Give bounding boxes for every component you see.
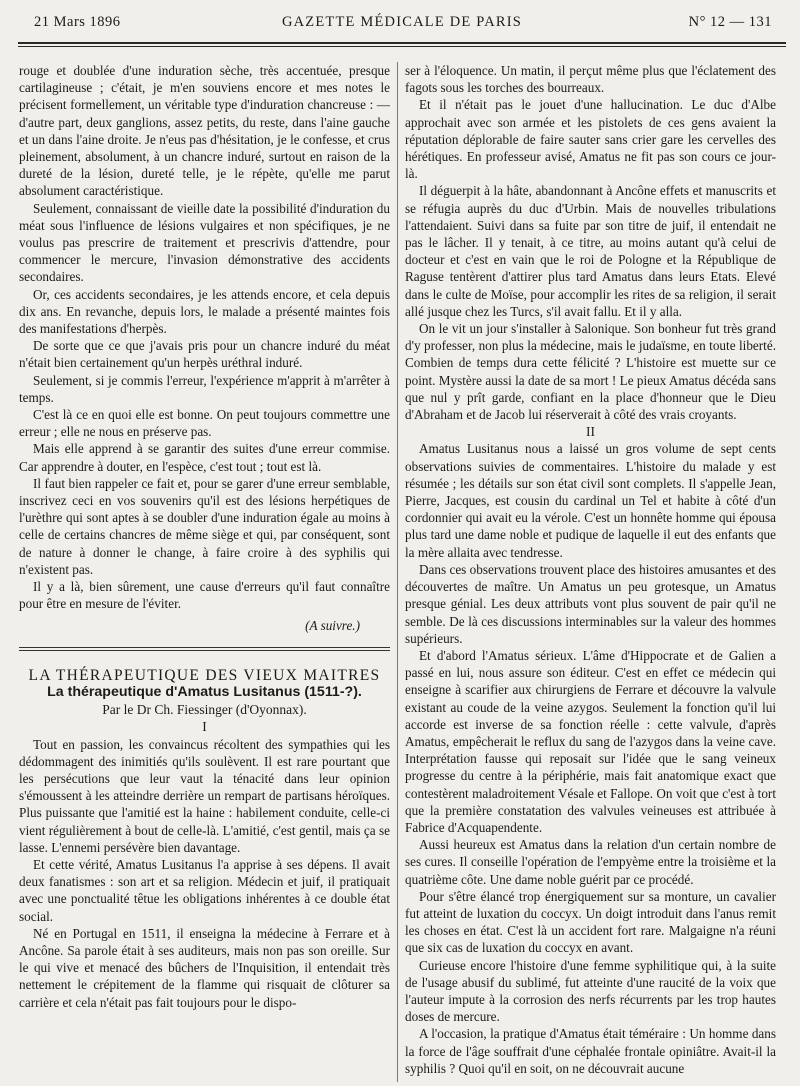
article-byline: Par le Dr Ch. Fiessinger (d'Oyonnax).	[102, 702, 307, 718]
column-rule	[397, 62, 398, 1082]
running-head	[18, 14, 786, 36]
paragraph: C'est là ce en quoi elle est bonne. On peut toujours commettre une erreur ; elle ne nous en préserve pas.	[19, 407, 390, 440]
paragraph: Il déguerpit à la hâte, abandonnant à Ancône effets et manuscrits et se réfugia auprès du duc d'Urbin. Mais de nouvelles tribulations l'attendaient. Suivi dans sa fuite par son titre de juif, il entendait ne pas le lâcher. Il y tenait, à ce titre, au moins autant qu'à celui de docteur et c'est en vain que le roi de Pologne et la République de Raguse tentèrent d'attirer plus tard Amatus dans leurs Etats. Elevé dans le culte de Moïse, pour accomplir les rites de sa religion, il serait allé jusque chez les Turcs, s'il avait fallu. Et il y alla.	[405, 183, 776, 319]
paragraph: On le vit un jour s'installer à Salonique. Son bonheur fut très grand d'y professer, non plus la médecine, mais le judaïsme, en toute liberté. Combien de temps dura cette félicité ? L'histoire est muette sur ce point. Mystère aussi la date de sa mort ! Le pieux Amatus décéda sans que nul y prît garde, confiant en la place d'honneur que le Dieu d'Abraham et de Jacob lui réserverait à côté des vrais croyants.	[405, 321, 776, 423]
header-date: 21 Mars 1896	[34, 14, 121, 30]
paragraph: ser à l'éloquence. Un matin, il perçut même plus que l'éclatement des fagots sous les torches des bourreaux.	[405, 63, 776, 96]
paragraph: A l'occasion, la pratique d'Amatus était téméraire : Un homme dans la force de l'âge souffrait d'une céphalée frontale opiniâtre. Avait-il la syphilis ? Quoi qu'il en soit, on ne découvrait aucune	[405, 1026, 776, 1076]
header-rule	[18, 42, 786, 47]
paragraph: Seulement, si je commis l'erreur, l'expérience m'apprit à m'arrêter à temps.	[19, 372, 390, 405]
paragraph: Et il n'était pas le jouet d'une hallucination. Le duc d'Albe approchait avec son armée et les pistolets de ces gens avaient la réputation déplorable de faire sauter sans crier gare les cervelles des hérétiques. En professeur avisé, Amatus ne fit pas son cours ce jour-là.	[405, 97, 776, 182]
part-number: I	[202, 719, 207, 735]
header-page-number: N° 12 — 131	[688, 14, 772, 30]
section-title: LA THÉRAPEUTIQUE DES VIEUX MAITRES	[28, 666, 381, 684]
paragraph: Et cette vérité, Amatus Lusitanus l'a apprise à ses dépens. Il avait deux fanatismes : son art et sa religion. Médecin et juif, il pratiquait avec une ponctualité têtue les obligations inhérentes à ce double état social.	[19, 856, 390, 924]
paragraph: Pour s'être élancé trop énergiquement sur sa monture, un cavalier fut atteint de luxation du coccyx. Un doigt introduit dans l'anus remit les choses en état. C'est là un accident fort rare. Malgaigne n'a réuni que six cas de luxation du coccyx en avant.	[405, 888, 776, 956]
paragraph: Seulement, connaissant de vieille date la possibilité d'induration du méat sous l'influence de lésions vulgaires et non spécifiques, je ne voulus pas prescrire de traitement et prescrivis d'attendre, pour commencer le mercure, l'invasion démonstrative des accidents secondaires.	[19, 200, 390, 285]
left-column	[19, 62, 390, 1011]
paragraph: Tout en passion, les convaincus récoltent des sympathies qui les dédommagent des inimitiés qu'ils soulèvent. Il est rare pourtant que les persécutions que leur vaut la ténacité dans leur opinion s'émoussent à les atteindre derrière un rempart de partisans héroïques. Plus puissante que l'amitié est la haine : habilement conduite, celle-ci vient régulièrement à bout de celle-là. L'amitié, c'est gentil, mais ça se lasse. L'ennemi persévère bien davantage.	[19, 736, 390, 855]
paragraph: Et d'abord l'Amatus sérieux. L'âme d'Hippocrate et de Galien a passé en lui, nous assure son éditeur. C'est en effet ce médecin qui enseigne à scarifier aux chirurgiens de Ferrare et découvre la valvule existant au coude de la veine azygos. Seulement la fonction qu'il lui accorde est inverse de sa fonction réelle : cette valvule, d'après Amatus, empêcherait le reflux du sang de l'azygos dans la veine cave. Interprétation fausse qui reposait sur l'idée que le sang veineux progresse du centre à la périphérie, mais fait anatomique exact que contestèrent maladroitement Vésale et Fallope. On voit que c'est à tort que la première constatation des valvules veineuses est attribuée à Fabrice d'Acquapendente.	[405, 647, 776, 835]
header-title: GAZETTE MÉDICALE DE PARIS	[281, 14, 523, 30]
to-be-continued: (A suivre.)	[305, 617, 360, 633]
paragraph: Mais elle apprend à se garantir des suites d'une erreur commise. Car apprendre à douter, en l'espèce, c'est tout ; tout est là.	[19, 441, 390, 474]
part-number: II	[586, 424, 595, 440]
paragraph: De sorte que ce que j'avais pris pour un chancre induré du méat n'était bien certainement qu'un herpès uréthral induré.	[19, 338, 390, 371]
paragraph: Né en Portugal en 1511, il enseigna la médecine à Ferrare et à Ancône. Sa parole était à ses auditeurs, mais non pas son oreille. Sur le qui vive et menacé des bûchers de l'Inquisition, il entendait très nettement le crépitement de la flamme qui risquait de clôturer sa carrière et cela n'était pas fait toujours pour le dispo-	[19, 925, 390, 1010]
section-divider	[19, 647, 390, 651]
paragraph: Il faut bien rappeler ce fait et, pour se garer d'une erreur semblable, inscrivez ceci en vos souvenirs qu'il est des lésions herpétiques de l'urèthre qui sont aptes à se doubler d'une induration égale au moins à celle de certains chancres de même siège et qui, par conséquent, sont de nature à donner le change, à faire croire à des syphilis qui n'existent pas.	[19, 475, 390, 577]
article-title: La thérapeutique d'Amatus Lusitanus (1511-?).	[47, 683, 362, 700]
paragraph: Aussi heureux est Amatus dans la relation d'un certain nombre de ses cures. Il conseille l'opération de l'empyème entre la troisième et la quatrième côte. Une dame noble guérit par ce procédé.	[405, 837, 776, 887]
paragraph: Amatus Lusitanus nous a laissé un gros volume de sept cents observations suivies de commentaires. L'histoire du malade y est résumée ; les détails sur son état civil sont complets. Il s'appelle Jean, Pierre, Jacques, est cousin du cardinal un Tel et habite à côté d'un cordonnier qui avait eu la vérole. C'est un honnête homme qui épousa plus tard une dame noble et pudique de laquelle il eut des enfants que la mère allaita avec tendresse.	[405, 441, 776, 560]
right-column	[405, 62, 776, 1077]
paragraph: Curieuse encore l'histoire d'une femme syphilitique qui, à la suite de l'usage abusif du sublimé, fut atteinte d'une raucité de la voix que l'auteur impute à la corrosion des nerfs récurrents par les trop hautes doses de mercure.	[405, 957, 776, 1025]
paragraph: Or, ces accidents secondaires, je les attends encore, et cela depuis dix ans. En revanche, depuis lors, le malade a présenté maintes fois des manifestations d'herpès.	[19, 286, 390, 337]
paragraph: rouge et doublée d'une induration sèche, très accentuée, presque cartilagineuse ; c'était, je m'en souviens encore et mes notes le précisent formellement, un véritable type d'induration chancreuse : — d'autre part, deux ganglions, assez petits, du reste, dans l'aine gauche et un dans l'aine droite. Je n'eus pas d'hésitation, je le confesse, et crus pleinement, absolument, à un chancre induré, surtout en raison de la dureté de la lésion, dureté telle, je le répète, qu'elle me parut absolument caractéristique.	[19, 63, 390, 199]
paragraph: Il y a là, bien sûrement, une cause d'erreurs qu'il faut connaître pour être en mesure de l'éviter.	[19, 579, 390, 612]
paragraph: Dans ces observations trouvent place des histoires amusantes et des découvertes de maître. Un Amatus un peu grotesque, un Amatus presque génial. Les deux attributs vont plus souvent de pair qu'il ne semble. De là ces discussions interminables sur la valeur des hommes supérieurs.	[405, 561, 776, 646]
